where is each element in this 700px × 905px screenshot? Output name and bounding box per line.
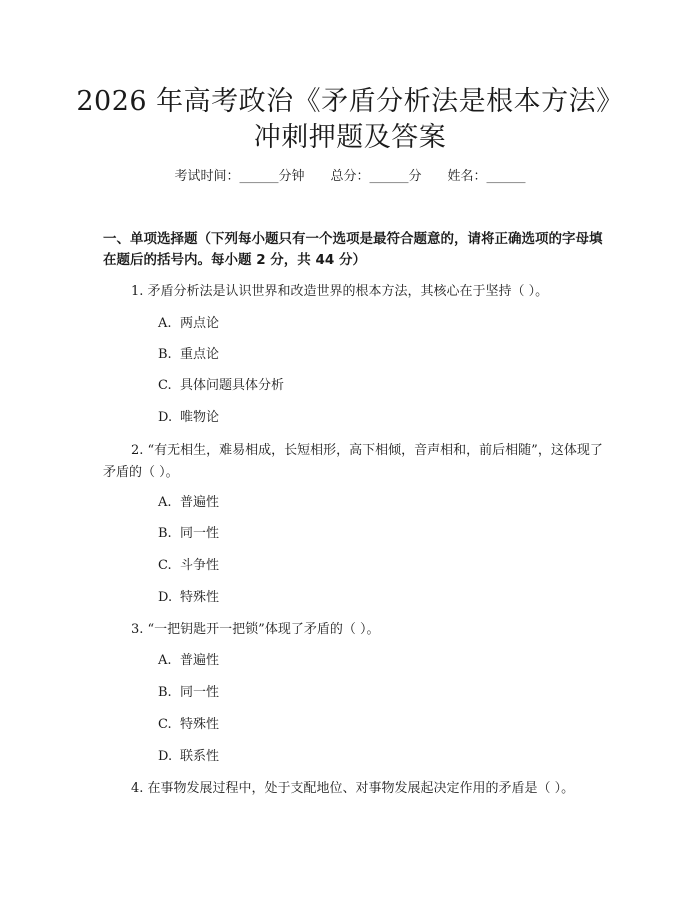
option-text: 联系性 xyxy=(180,749,220,764)
option-text: 普遍性 xyxy=(180,495,220,510)
exam-meta xyxy=(0,168,700,186)
option-text: 同一性 xyxy=(180,526,220,541)
option-text: 同一性 xyxy=(180,685,220,700)
total-score-field: 总分：______分 xyxy=(330,169,422,184)
question-1-option-b xyxy=(158,346,219,364)
question-3-option-c xyxy=(158,716,219,734)
option-text: 两点论 xyxy=(180,316,220,331)
question-4: 4. 在事物发展过程中，处于支配地位、对事物发展起决定作用的矛盾是（ ）。 xyxy=(131,781,575,796)
option-text: 具体问题具体分析 xyxy=(180,378,285,393)
option-text: 斗争性 xyxy=(180,558,220,573)
student-name-field: 姓名：______ xyxy=(447,169,526,184)
option-letter: D. xyxy=(158,590,173,605)
option-letter: B. xyxy=(158,526,172,541)
question-2-option-c xyxy=(158,557,219,575)
option-letter: B. xyxy=(158,685,172,700)
question-2: 2. “有无相生，难易相成，长短相形，高下相倾，音声相和，前后相随”，这体现了矛盾的（ ）。 xyxy=(103,443,603,480)
question-1-option-a xyxy=(158,315,219,333)
option-letter: C. xyxy=(158,378,172,393)
question-3-option-a xyxy=(158,652,219,670)
option-text: 普遍性 xyxy=(180,653,220,668)
option-text: 重点论 xyxy=(180,347,220,362)
option-text: 特殊性 xyxy=(180,717,220,732)
question-3-option-b xyxy=(158,684,219,702)
exam-time-field: 考试时间：______分钟 xyxy=(174,169,305,184)
option-letter: A. xyxy=(158,495,172,510)
option-letter: C. xyxy=(158,717,172,732)
question-1-option-d xyxy=(158,409,219,427)
option-text: 特殊性 xyxy=(180,590,220,605)
option-letter: A. xyxy=(158,653,172,668)
option-letter: C. xyxy=(158,558,172,573)
question-2-option-b xyxy=(158,525,219,543)
option-letter: A. xyxy=(158,316,172,331)
question-1: 1. 矛盾分析法是认识世界和改造世界的根本方法，其核心在于坚持（ ）。 xyxy=(131,284,549,299)
section-heading: 一、单项选择题（下列每小题只有一个选项是最符合题意的，请将正确选项的字母填在题后的括号内。每小题 2 分，共 44 分） xyxy=(103,231,603,268)
option-text: 唯物论 xyxy=(180,410,220,425)
option-letter: B. xyxy=(158,347,172,362)
question-3: 3. “一把钥匙开一把锁”体现了矛盾的（ ）。 xyxy=(131,622,380,637)
document-title-line-2: 冲刺押题及答案 xyxy=(253,122,447,153)
option-letter: D. xyxy=(158,410,173,425)
question-2-option-a xyxy=(158,494,219,512)
question-3-option-d xyxy=(158,748,219,766)
question-2-option-d xyxy=(158,589,219,607)
option-letter: D. xyxy=(158,749,173,764)
document-title-line-1: 2026 年高考政治《矛盾分析法是根本方法》 xyxy=(76,86,624,117)
question-1-option-c xyxy=(158,377,284,395)
